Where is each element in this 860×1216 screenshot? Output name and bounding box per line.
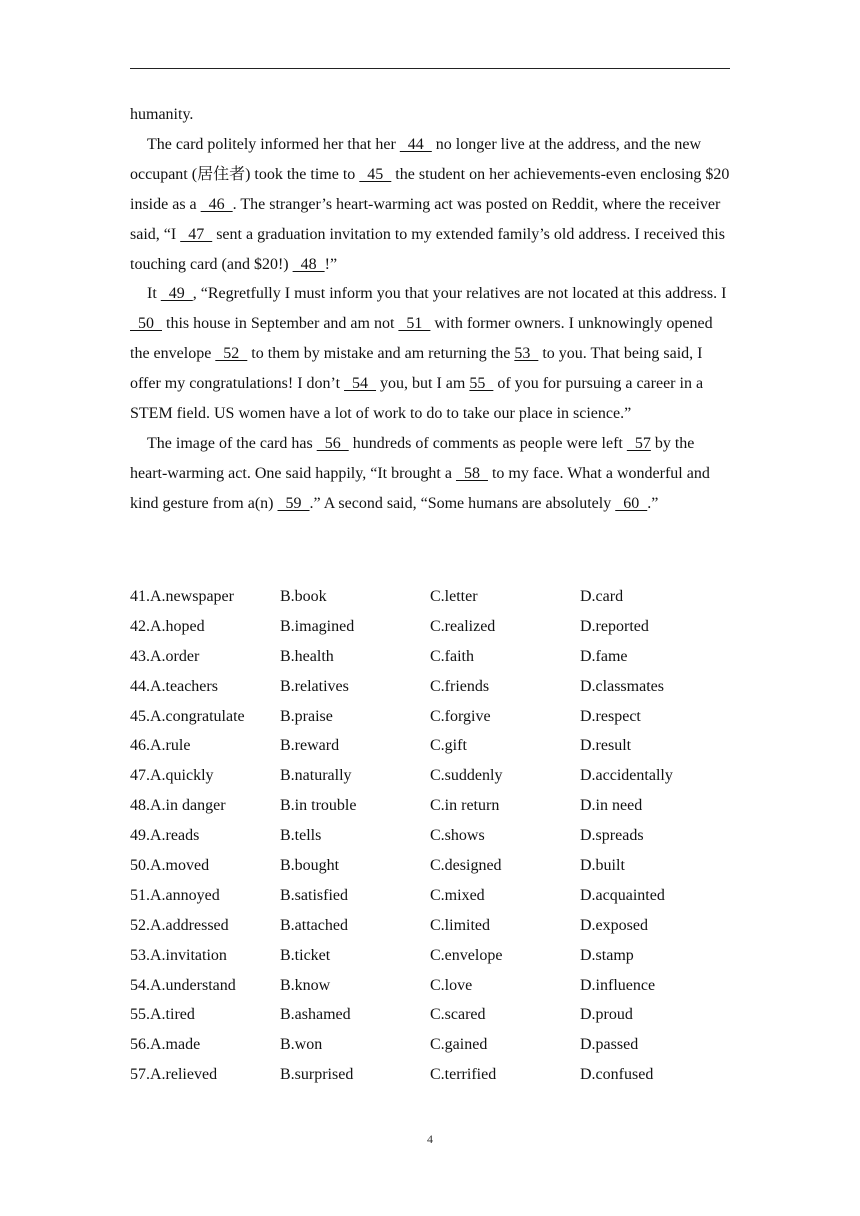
answer-blank: 52	[215, 345, 248, 363]
option-choice: C.terrified	[430, 1066, 497, 1084]
passage-text: humanity.	[130, 106, 194, 123]
option-choice: D.built	[580, 856, 625, 874]
passage-text: of you for pursuing a career in a STEM field. US women have a lot of work to do to take our place in science.”	[130, 375, 704, 423]
option-choice: B.health	[280, 647, 334, 665]
option-choice: 49.A.reads	[130, 827, 200, 845]
answer-blank: 59	[277, 494, 310, 512]
option-choice: C.limited	[430, 916, 490, 934]
answer-blank: 60	[615, 494, 648, 512]
option-choice: D.confused	[580, 1066, 654, 1084]
option-choice: D.result	[580, 737, 632, 755]
answer-blank: 45	[359, 165, 392, 183]
option-choice: B.naturally	[280, 767, 352, 785]
option-choice: 50.A.moved	[130, 856, 210, 874]
passage-paragraph	[130, 429, 732, 519]
option-choice: B.attached	[280, 916, 348, 934]
option-choice: 43.A.order	[130, 647, 200, 665]
option-choice: 53.A.invitation	[130, 946, 227, 964]
answer-blank: 55	[469, 375, 494, 393]
option-row	[130, 911, 732, 941]
answer-blank: 57	[626, 434, 651, 452]
passage-text: sent a graduation invitation to my extended family’s old address. I received this touching card (and $20!)	[130, 225, 725, 273]
passage-paragraph	[130, 100, 732, 130]
option-choice: D.reported	[580, 617, 649, 635]
passage-text: !”	[324, 255, 338, 273]
option-choice: C.mixed	[430, 886, 485, 904]
option-row	[130, 1030, 732, 1060]
option-choice: B.bought	[280, 856, 340, 874]
option-choice: D.spreads	[580, 827, 644, 845]
passage-text: you, but I am	[376, 375, 470, 393]
option-choice: B.tells	[280, 827, 322, 845]
option-choice: B.reward	[280, 737, 340, 755]
answer-blank: 58	[455, 464, 488, 482]
option-choice: C.love	[430, 976, 473, 994]
option-choice: D.fame	[580, 647, 628, 665]
passage-text: the student on her achievements-even enclosing $20 inside as a	[130, 165, 730, 213]
answer-options	[130, 582, 732, 1090]
option-choice: B.ticket	[280, 946, 331, 964]
option-row	[130, 941, 732, 971]
option-choice: 57.A.relieved	[130, 1066, 218, 1084]
option-choice: 45.A.congratulate	[130, 707, 245, 725]
option-choice: 47.A.quickly	[130, 767, 214, 785]
option-choice: C.gained	[430, 1036, 488, 1054]
option-choice: 48.A.in danger	[130, 797, 226, 815]
option-row	[130, 761, 732, 791]
option-row	[130, 612, 732, 642]
option-row	[130, 702, 732, 732]
answer-blank: 50	[130, 315, 162, 333]
option-choice: 46.A.rule	[130, 737, 191, 755]
option-choice: B.in trouble	[280, 797, 357, 815]
passage-text: , “Regretfully I must inform you that your relatives are not located at this address. I	[192, 285, 727, 303]
header-rule	[130, 68, 730, 69]
option-choice: 55.A.tired	[130, 1006, 195, 1024]
passage-text: to my face. What a wonderful and kind gesture from a(n)	[130, 464, 710, 512]
passage-text: to them by mistake and am returning the	[247, 345, 515, 363]
option-choice: 42.A.hoped	[130, 617, 205, 635]
passage-text: by the heart-warming act. One said happily, “It brought a	[130, 434, 695, 482]
option-choice: B.know	[280, 976, 331, 994]
option-choice: B.book	[280, 587, 327, 605]
option-choice: C.suddenly	[430, 767, 503, 785]
option-row	[130, 821, 732, 851]
option-row	[130, 851, 732, 881]
option-row	[130, 731, 732, 761]
passage-text: hundreds of comments as people were left	[348, 434, 627, 452]
option-choice: B.surprised	[280, 1066, 354, 1084]
option-row	[130, 672, 732, 702]
passage-text: The card politely informed her that her	[147, 135, 400, 153]
option-choice: B.satisfied	[280, 886, 348, 904]
option-choice: C.shows	[430, 827, 485, 845]
option-choice: D.influence	[580, 976, 656, 994]
option-choice: 56.A.made	[130, 1036, 201, 1054]
option-choice: C.friends	[430, 677, 490, 695]
passage-text: The image of the card has	[147, 434, 317, 452]
passage-text: .” A second said, “Some humans are absolutely	[309, 494, 616, 512]
option-row	[130, 791, 732, 821]
answer-blank: 47	[180, 225, 213, 243]
page-number: 4	[427, 1132, 433, 1146]
answer-blank: 46	[200, 195, 233, 213]
answer-blank: 48	[292, 255, 325, 273]
option-choice: 51.A.annoyed	[130, 886, 220, 904]
option-choice: C.gift	[430, 737, 467, 755]
option-choice: D.passed	[580, 1036, 639, 1054]
option-row	[130, 1000, 732, 1030]
option-choice: 52.A.addressed	[130, 916, 229, 934]
answer-blank: 54	[344, 375, 377, 393]
option-choice: B.praise	[280, 707, 333, 725]
passage-text: . The stranger’s heart-warming act was posted on Reddit, where the receiver said, “I	[130, 195, 721, 243]
option-choice: B.won	[280, 1036, 323, 1054]
option-row	[130, 582, 732, 612]
passage-text: no longer live at the address, and the new occupant (居住者) took the time to	[130, 135, 702, 183]
option-choice: B.relatives	[280, 677, 349, 695]
option-row	[130, 971, 732, 1001]
answer-blank: 49	[160, 285, 193, 303]
option-choice: D.proud	[580, 1006, 633, 1024]
answer-blank: 44	[399, 135, 432, 153]
answer-blank: 51	[398, 315, 431, 333]
option-row	[130, 642, 732, 672]
option-choice: C.forgive	[430, 707, 491, 725]
passage-text: It	[147, 285, 161, 303]
option-choice: C.envelope	[430, 946, 503, 964]
option-choice: D.acquainted	[580, 886, 665, 904]
passage-text: this house in September and am not	[162, 315, 399, 333]
cloze-passage	[130, 100, 732, 519]
option-choice: D.in need	[580, 797, 643, 815]
option-choice: D.accidentally	[580, 767, 673, 785]
option-row	[130, 881, 732, 911]
option-choice: C.scared	[430, 1006, 486, 1024]
option-choice: 41.A.newspaper	[130, 587, 234, 605]
option-choice: C.in return	[430, 797, 500, 815]
option-choice: C.designed	[430, 856, 502, 874]
answer-blank: 53	[514, 345, 539, 363]
option-choice: 44.A.teachers	[130, 677, 218, 695]
passage-text: .”	[647, 494, 659, 512]
option-choice: C.realized	[430, 617, 496, 635]
option-choice: 54.A.understand	[130, 976, 236, 994]
option-choice: D.classmates	[580, 677, 664, 695]
passage-text: to you. That being said, I offer my congratulations! I don’t	[130, 345, 703, 393]
option-choice: B.ashamed	[280, 1006, 351, 1024]
option-choice: D.respect	[580, 707, 641, 725]
option-choice: D.stamp	[580, 946, 634, 964]
answer-blank: 56	[316, 434, 349, 452]
passage-text: with former owners. I unknowingly opened the envelope	[130, 315, 713, 363]
option-row	[130, 1060, 732, 1090]
option-choice: C.faith	[430, 647, 474, 665]
option-choice: D.card	[580, 587, 624, 605]
option-choice: B.imagined	[280, 617, 355, 635]
passage-paragraph	[130, 130, 732, 280]
option-choice: C.letter	[430, 587, 478, 605]
option-choice: D.exposed	[580, 916, 648, 934]
passage-paragraph	[130, 279, 732, 429]
